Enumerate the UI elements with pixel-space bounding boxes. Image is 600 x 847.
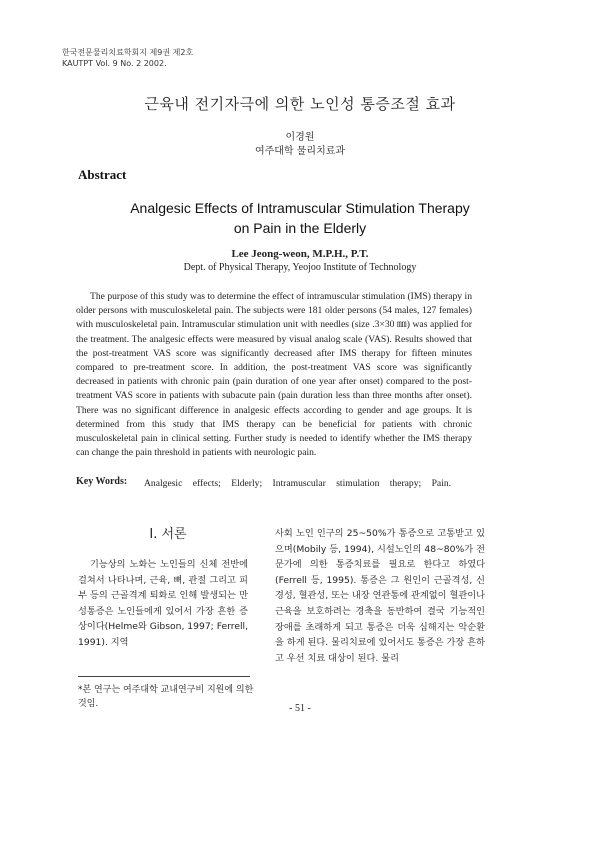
left-column xyxy=(78,557,248,651)
journal-header xyxy=(62,47,193,69)
english-affiliation: Dept. of Physical Therapy, Yeojoo Institute of Technology xyxy=(183,262,417,273)
key-words-label: Key Words: xyxy=(76,476,128,487)
page-number: - 51 - xyxy=(289,703,311,714)
key-words-text: Analgesic effects; Elderly; Intramuscular stimulation therapy; Pain. xyxy=(144,478,452,489)
abstract-paragraph: The purpose of this study was to determine the effect of intramuscular stimulation (IMS) therapy in older persons with musculoskeletal pain. The subjects were 181 older persons (54 males, 127 females) with musculoskeletal pain. Intramuscular stimulation unit with needles (size .3×30 ㎜) was applied for the treatment. The analgesic effects were measured by visual analog scale (VAS). Results showed that the post-treatment VAS score was significantly decreased after IMS therapy for fifteen minutes compared to pre-treatment score. In addition, the post-treatment VAS score was significantly decreased in patients with chronic pain (pain duration of one year after onset) compared to the post-treatment VAS score in patients with subacute pain (pain duration less than three months after onset). There was no significant difference in analgesic effects according to gender and age groups. It is determined from this study that IMS therapy can be beneficial for patients with chronic musculoskeletal pain in clinical setting. Further study is needed to identify whether the IMS therapy can change the pain threshold in patients with neurologic pain. xyxy=(76,291,472,459)
section-heading: Ⅰ. 서론 xyxy=(149,527,187,542)
right-column-paragraph: 사회 노인 인구의 25~50%가 통증으로 고통받고 있으며(Mobily 등, 1994), 시설노인의 48~80%가 전문가에 의한 통증치료를 필요로 한다고 하였다(Ferrell 등, 1995). 통증은 그 원인이 근골격성, 신경성, 혈관성, 또는 내장 연관통에 관계없이 혈관이나 근육을 보호하려는 경축을 동반하여 결국 기능적인 장애를 초래하게 되고 통증은 더욱 심해지는 악순환을 하게 된다. 물리치료에 있어서도 통증은 가장 흔하고 우선 치료 대상이 된다. 물리 xyxy=(275,528,485,664)
english-title xyxy=(0,198,600,238)
korean-title: 근육내 전기자극에 의한 노인성 통증조절 효과 xyxy=(144,95,456,113)
right-column xyxy=(275,526,485,666)
english-title-line1: Analgesic Effects of Intramuscular Stimulation Therapy xyxy=(130,200,470,216)
korean-affiliation: 여주대학 물리치료과 xyxy=(254,146,346,157)
abstract-body xyxy=(76,290,472,460)
journal-volume: KAUTPT Vol. 9 No. 2 2002. xyxy=(62,59,167,68)
english-title-line2: on Pain in the Elderly xyxy=(233,220,367,236)
abstract-heading: Abstract xyxy=(78,167,127,182)
left-column-paragraph: 기능상의 노화는 노인들의 신체 전반에 걸쳐서 나타나며, 근육, 뼈, 관절 그리고 피부 등의 근골격계 퇴화로 인해 발생되는 만성통증은 노인들에게 있어서 가장 흔한 증상이다(Helme와 Gibson, 1997; Ferrell, 1991). 지역 xyxy=(78,559,248,648)
journal-name: 한국전문물리치료학회지 제9권 제2호 xyxy=(62,48,194,57)
english-author: Lee Jeong-weon, M.P.H., P.T. xyxy=(231,248,369,260)
korean-author: 이경원 xyxy=(285,132,315,143)
footnote-divider xyxy=(78,676,250,677)
footnote: *본 연구는 여주대학 교내연구비 지원에 의한 것임. xyxy=(78,685,254,709)
